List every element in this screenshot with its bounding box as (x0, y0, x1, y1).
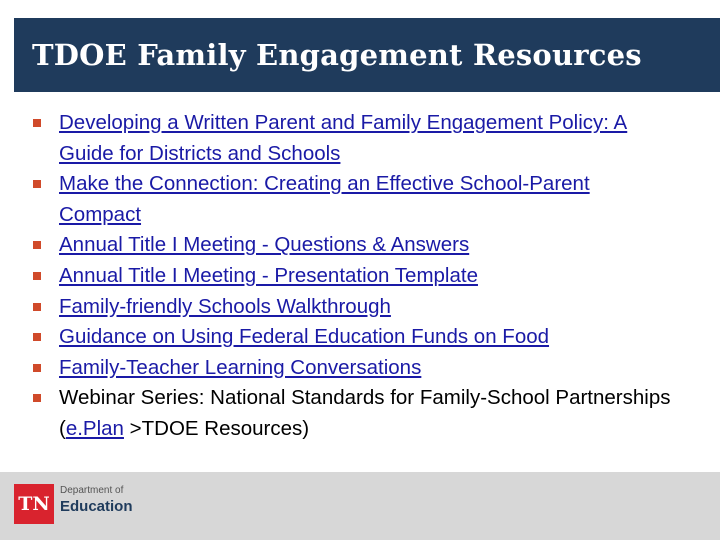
tdoe-resources-text: >TDOE Resources) (123, 416, 310, 440)
resource-link-schools-walkthrough[interactable]: Family-friendly Schools Walkthrough (59, 294, 391, 318)
footer (0, 472, 720, 540)
square-bullet-icon (33, 364, 41, 372)
resource-link-school-parent-compact[interactable]: Make the Connection: Creating an Effective School-Parent Compact (59, 172, 590, 226)
resource-item (32, 230, 672, 261)
resource-item (32, 169, 672, 230)
square-bullet-icon (33, 241, 41, 249)
square-bullet-icon (33, 394, 41, 402)
square-bullet-icon (33, 333, 41, 341)
department-label: Department of (60, 485, 124, 496)
square-bullet-icon (33, 303, 41, 311)
resource-link-federal-funds-food[interactable]: Guidance on Using Federal Education Funds on Food (59, 325, 550, 349)
resource-link-title-i-qa[interactable]: Annual Title I Meeting - Questions & Answers (59, 233, 470, 257)
title-bar (14, 18, 720, 92)
webinar-series-text: Webinar Series: National Standards for Family-School Partnerships ( (59, 386, 671, 440)
tn-logo: TN (14, 484, 54, 524)
resource-item (32, 292, 672, 323)
resource-item (32, 322, 672, 353)
department-logo-text (60, 484, 133, 517)
slide-title: TDOE Family Engagement Resources (32, 38, 642, 72)
resource-link-engagement-policy[interactable]: Developing a Written Parent and Family Engagement Policy: A Guide for Districts and Schools (59, 111, 628, 165)
resource-list (32, 108, 672, 445)
resource-link-title-i-template[interactable]: Annual Title I Meeting - Presentation Template (59, 263, 478, 287)
resource-item (32, 383, 672, 444)
square-bullet-icon (33, 272, 41, 280)
content-area (32, 108, 672, 445)
resource-link-learning-conversations[interactable]: Family-Teacher Learning Conversations (59, 355, 422, 379)
square-bullet-icon (33, 180, 41, 188)
square-bullet-icon (33, 119, 41, 127)
resource-item (32, 108, 672, 169)
eplan-link[interactable]: e.Plan (65, 416, 124, 440)
resource-item (32, 353, 672, 384)
resource-item (32, 261, 672, 292)
education-label: Education (60, 498, 133, 515)
